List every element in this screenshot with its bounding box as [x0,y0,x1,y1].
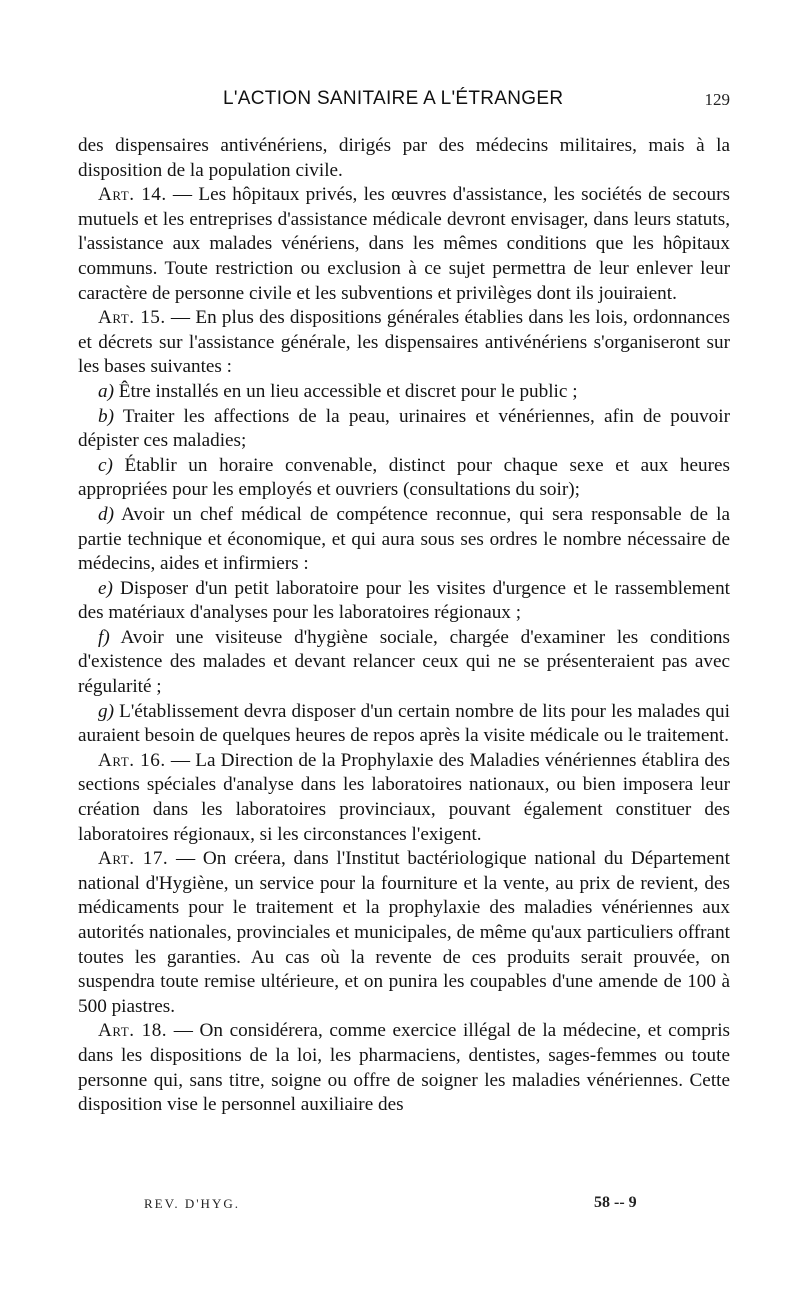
article-text: — La Direction de la Prophylaxie des Maladies vénériennes établira des sections spéciales d'analyse dans les laboratoires nationaux, ou bien imposera leur création dans les laboratoires provinciaux, pouvant également constituer des laboratoires régionaux, si les circonstances l'exigent. [78,749,730,845]
list-item-text: Avoir un chef médical de compétence reconnue, qui sera responsable de la partie technique et économique, et qui aura sous ses ordres le nombre nécessaire de médecins, aides et infirmiers : [78,503,730,575]
article-16 [78,749,730,847]
article-label: Art. 18. [98,1020,168,1042]
article-17 [78,847,730,1019]
list-item-f [78,626,730,700]
list-item-text: L'établissement devra disposer d'un certain nombre de lits pour les malades qui auraient besoin de quelques heures de repos après la visite médicale ou le traitement. [78,700,730,747]
article-18 [78,1019,730,1117]
page-footer [78,1196,730,1220]
list-item-c [78,454,730,503]
list-item-letter: c) [98,454,113,476]
article-label: Art. 15. [98,307,166,329]
body-text [78,134,730,1118]
list-item-letter: f) [98,626,110,648]
article-text: — En plus des dispositions générales établies dans les lois, ordonnances et décrets sur l'assistance générale, les dispensaires antivénériens s'organiseront sur les bases suivantes : [78,307,730,378]
article-label: Art. 14. [98,184,167,206]
list-item-letter: a) [98,380,114,402]
list-item-text: Établir un horaire convenable, distinct pour chaque sexe et aux heures appropriées pour les employés et ouvriers (consultations du soir); [78,454,730,501]
article-label: Art. 17. [98,848,169,870]
article-14 [78,183,730,306]
article-text: — On considérera, comme exercice illégal de la médecine, et compris dans les dispositions de la loi, les pharmaciens, dentistes, sages-femmes ou toute personne qui, sans titre, soigne ou offre de soigner les maladies vénériennes. Cette disposition vise le personnel auxiliaire des [78,1020,730,1116]
article-text: — Les hôpitaux privés, les œuvres d'assistance, les sociétés de secours mutuels et les entreprises d'assistance médicale devront envisager, dans leurs statuts, l'assistance aux malades vénériens, dans les mêmes conditions que les hôpitaux communs. Toute restriction ou exclusion à ce sujet permettra de leur enlever leur caractère de personne civile et les subventions et privilèges dont ils jouiraient. [78,184,730,304]
list-item-letter: e) [98,577,113,599]
page-number: 129 [704,90,730,109]
list-item-d [78,503,730,577]
list-item-letter: g) [98,700,114,722]
signature-mark: 58 -- 9 [594,1194,637,1211]
list-item-b [78,405,730,454]
list-item-a [78,380,730,405]
list-item-text: Être installés en un lieu accessible et discret pour le public ; [113,380,578,402]
article-text: — On créera, dans l'Institut bactériologique national du Département national d'Hygiène, un service pour la fourniture et la vente, au prix de revient, des médicaments pour le traitement et la prophylaxie des maladies vénériennes aux autorités nationales, provinciales et municipales, de même qu'aux particuliers offrant toutes les garanties. Au cas où la revente de ces produits serait prouvée, on suspendra toute remise ultérieure, et on punira les coupables d'une amende de 100 à 500 piastres. [78,848,730,1017]
list-item-text: Avoir une visiteuse d'hygiène sociale, chargée d'examiner les conditions d'existence des malades et devant relancer ceux qui ne se présenteraient pas avec régularité ; [78,626,730,698]
journal-abbreviation: REV. D'HYG. [144,1196,240,1211]
list-item-letter: d) [98,503,114,525]
paragraph-continuation [78,134,730,183]
list-item-text: Traiter les affections de la peau, urinaires et vénériennes, afin de pouvoir dépister ces maladies; [78,405,730,452]
running-title: L'ACTION SANITAIRE A L'ÉTRANGER [223,88,564,109]
list-item-g [78,700,730,749]
list-item-text: Disposer d'un petit laboratoire pour les visites d'urgence et le rassemblement des matériaux d'analyses pour les laboratoires régionaux ; [78,577,730,624]
paragraph-text: des dispensaires antivénériens, dirigés par des médecins militaires, mais à la disposition de la population civile. [78,135,730,181]
running-header [78,88,730,118]
list-item-letter: b) [98,405,114,427]
list-item-e [78,577,730,626]
article-label: Art. 16. [98,749,166,771]
article-15 [78,306,730,380]
